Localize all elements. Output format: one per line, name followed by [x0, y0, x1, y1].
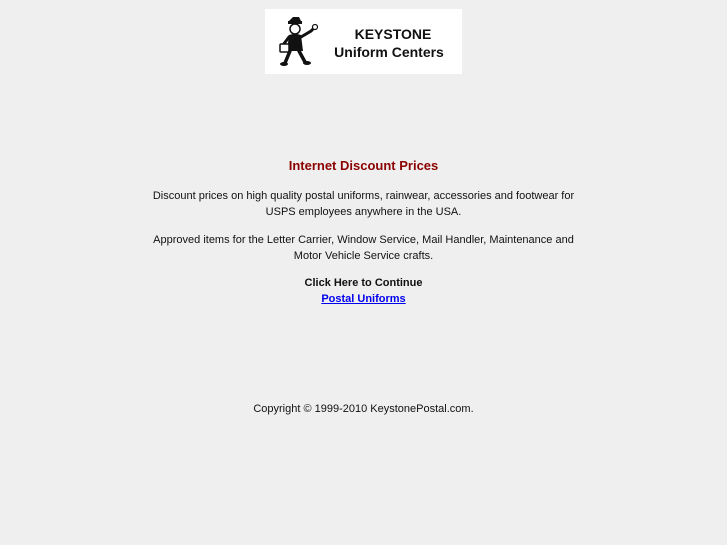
continue-section — [0, 275, 727, 307]
approved-items-paragraph: Approved items for the Letter Carrier, Window Service, Mail Handler, Maintenance and Motor Vehicle Service crafts. — [153, 234, 574, 262]
copyright-text: Copyright © 1999-2010 KeystonePostal.com. — [253, 403, 474, 415]
page-heading: Internet Discount Prices — [288, 158, 439, 173]
intro-paragraph: Discount prices on high quality postal uniforms, rainwear, accessories and footwear for USPS employees anywhere in the USA. — [152, 190, 575, 218]
site-logo[interactable] — [265, 9, 462, 74]
postal-uniforms-link[interactable]: Postal Uniforms — [321, 293, 406, 305]
continue-label: Click Here to Continue — [304, 277, 423, 289]
logo-subtitle: Uniform Centers — [334, 44, 444, 60]
postal-carrier-mascot-icon — [279, 15, 323, 67]
logo-title: KEYSTONE — [354, 26, 432, 42]
